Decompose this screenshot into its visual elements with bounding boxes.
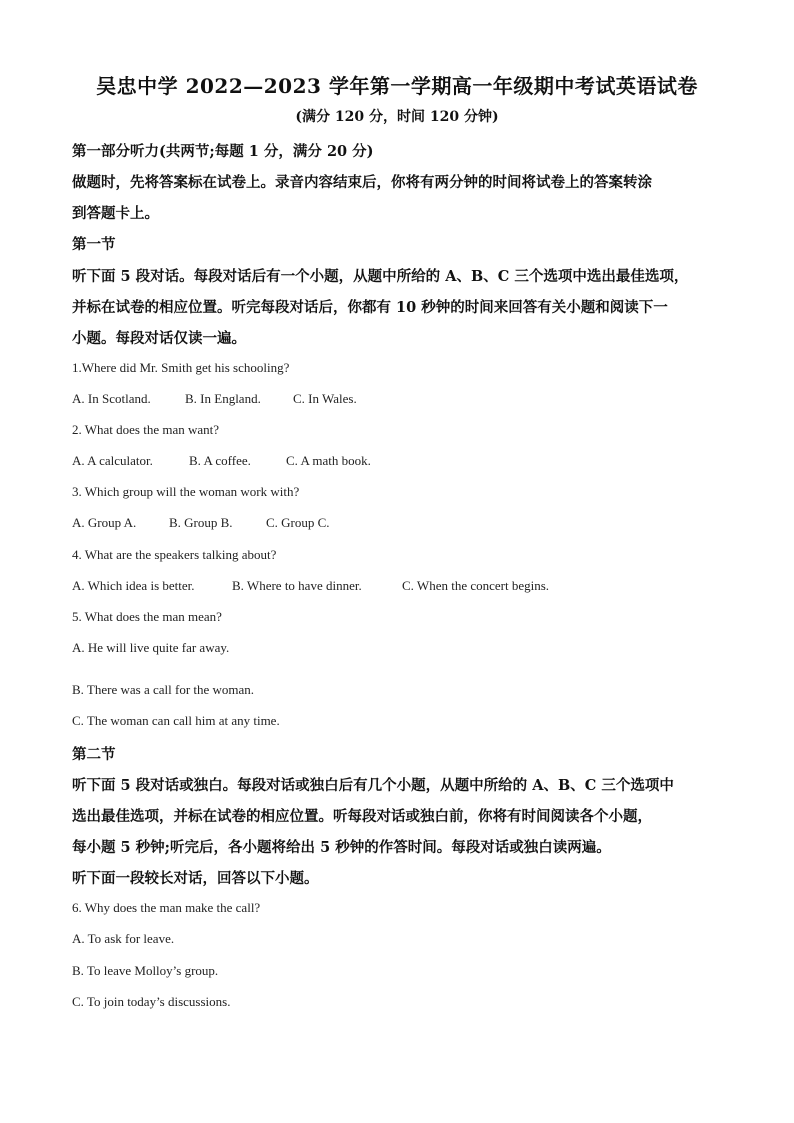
question-2: 2. What does the man want? — [72, 422, 220, 437]
question-1-options — [72, 391, 357, 407]
exam-subtitle: (满分 120 分，时间 120 分钟) — [295, 109, 499, 125]
question-5: 5. What does the man mean? — [72, 609, 222, 624]
section2-heading: 第二节 — [72, 746, 116, 763]
question-6-option-c: C. To join today’s discussions. — [72, 994, 231, 1009]
question-4-options — [72, 578, 549, 594]
option-c: C. Group C. — [266, 515, 330, 530]
section1-heading: 第一节 — [72, 236, 116, 253]
question-5-option-a: A. He will live quite far away. — [72, 640, 230, 655]
section1-directions-line1: 听下面 5 段对话。每段对话后有一个小题，从题中所给的 A、B、C 三个选项中选出最佳选项， — [72, 268, 689, 285]
part1-instruction-line1: 做题时，先将答案标在试卷上。录音内容结束后，你将有两分钟的时间将试卷上的答案转涂 — [72, 174, 652, 191]
option-b: B. A coffee. — [189, 453, 251, 468]
question-3: 3. Which group will the woman work with? — [72, 484, 300, 499]
section2-directions-line2: 选出最佳选项，并标在试卷的相应位置。听每段对话或独白前，你将有时间阅读各个小题， — [72, 808, 652, 825]
option-b: B. Where to have dinner. — [232, 578, 362, 593]
question-6: 6. Why does the man make the call? — [72, 900, 261, 915]
option-b: B. In England. — [185, 391, 261, 406]
section2-directions-line3: 每小题 5 秒钟;听完后，各小题将给出 5 秒钟的作答时间。每段对话或独白读两遍。 — [72, 839, 611, 856]
question-6-option-b: B. To leave Molloy’s group. — [72, 963, 219, 978]
section1-directions-line2: 并标在试卷的相应位置。听完每段对话后，你都有 10 秒钟的时间来回答有关小题和阅读下一 — [72, 299, 668, 316]
question-2-options — [72, 453, 371, 469]
question-4: 4. What are the speakers talking about? — [72, 547, 277, 562]
section1-directions-line3: 小题。每段对话仅读一遍。 — [72, 330, 246, 347]
option-c: C. A math book. — [286, 453, 371, 468]
question-6-option-a: A. To ask for leave. — [72, 931, 175, 946]
section2-sub-heading: 听下面一段较长对话，回答以下小题。 — [72, 870, 319, 887]
option-a: A. Group A. — [72, 515, 137, 530]
option-a: A. A calculator. — [72, 453, 153, 468]
question-1: 1.Where did Mr. Smith get his schooling? — [72, 360, 290, 375]
option-c: C. When the concert begins. — [402, 578, 550, 593]
part1-instruction-line2: 到答题卡上。 — [72, 205, 159, 222]
question-5-option-b: B. There was a call for the woman. — [72, 682, 255, 697]
option-a: A. Which idea is better. — [72, 578, 195, 593]
part1-heading: 第一部分听力(共两节;每题 1 分，满分 20 分) — [72, 143, 374, 160]
option-b: B. Group B. — [169, 515, 233, 530]
option-c: C. In Wales. — [293, 391, 357, 406]
question-3-options — [72, 515, 330, 531]
question-5-option-c: C. The woman can call him at any time. — [72, 713, 280, 728]
section2-directions-line1: 听下面 5 段对话或独白。每段对话或独白后有几个小题，从题中所给的 A、B、C 三个选项中 — [72, 777, 674, 794]
exam-title: 吴忠中学 2022—2023 学年第一学期高一年级期中考试英语试卷 — [96, 74, 698, 98]
option-a: A. In Scotland. — [72, 391, 151, 406]
